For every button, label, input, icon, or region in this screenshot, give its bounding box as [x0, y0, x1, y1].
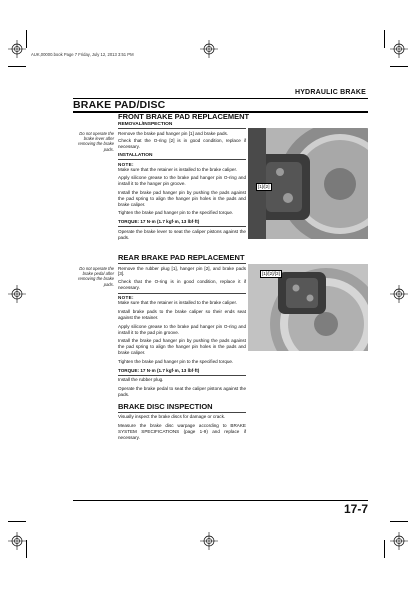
installation-heading: INSTALLATION	[118, 152, 153, 158]
rear-caution-note: Do not operate the brake pedal after removing the brake pads.	[78, 266, 114, 287]
registration-mark-icon	[200, 40, 218, 58]
rear-install-step: Tighten the brake pad hanger pin to the specified torque.	[118, 358, 234, 364]
front-install-step: Install the brake pad hanger pin by pushing the pads against the pad spring to align the hanger pin holes in the pads and brake caliper.	[118, 189, 246, 207]
section-title: HYDRAULIC BRAKE	[294, 89, 366, 96]
note-label: NOTE:	[118, 161, 134, 167]
front-final-step: Operate the brake lever to seat the caliper pistons against the pads.	[118, 228, 246, 240]
front-caution-note: Do not operate the brake lever after removing the brake pads.	[78, 131, 114, 152]
front-removal-step: Check that the O-ring [2] is in good condition, replace if necessary.	[118, 138, 246, 150]
front-caliper-photo	[248, 128, 368, 239]
disc-step: Visually inspect the brake discs for damage or crack.	[118, 414, 226, 420]
front-removal-step: Remove the brake pad hanger pin [1] and brake pads.	[118, 130, 229, 136]
registration-mark-icon	[200, 532, 218, 550]
rear-note-text: Make sure that the retainer is installed to the brake caliper.	[118, 300, 237, 306]
rear-install-step: Apply silicone grease to the brake pad hanger pin O-ring and install it to the pad pin groove.	[118, 323, 246, 335]
rear-after-step: Operate the brake pedal to seat the caliper pistons against the pads.	[118, 385, 246, 397]
divider	[118, 412, 246, 413]
rear-after-step: Install the rubber plug.	[118, 377, 164, 383]
front-install-step: Apply silicone grease to the brake pad hanger pin O-ring and install it to the hanger pin groove.	[118, 175, 246, 187]
front-note-text: Make sure that the retainer is installed to the brake caliper.	[118, 166, 237, 172]
page-title: BRAKE PAD/DISC	[73, 99, 166, 111]
divider	[118, 375, 246, 376]
front-section	[118, 112, 250, 240]
rear-photo-callout: [1]/[2]/[3]	[262, 271, 280, 276]
rear-removal-step: Remove the rubber plug [1], hanger pin [2], and brake pads [3].	[118, 265, 246, 277]
registration-mark-icon	[8, 40, 26, 58]
note-label: NOTE:	[118, 295, 134, 301]
registration-mark-icon	[8, 285, 26, 303]
divider	[73, 500, 368, 501]
rear-heading: REAR BRAKE PAD REPLACEMENT	[118, 253, 245, 262]
registration-mark-icon	[390, 285, 408, 303]
front-photo-callout: [1]/[2]	[258, 184, 270, 189]
file-header: AUK,00000.book Page 7 Friday, July 12, 2013 3:51 PM	[31, 52, 134, 57]
registration-mark-icon	[390, 40, 408, 58]
rear-torque-spec: TORQUE: 17 N·m (1.7 kgf·m, 13 lbf·ft)	[118, 367, 200, 373]
divider	[118, 263, 246, 264]
divider	[118, 293, 246, 294]
rear-removal-step: Check that the O-ring is in good condition, replace it if necessary.	[118, 279, 246, 290]
front-heading: FRONT BRAKE PAD REPLACEMENT	[118, 112, 250, 121]
rear-install-step: Install brake pads to the brake caliper so their ends seat against the retainer.	[118, 309, 246, 320]
divider	[118, 128, 246, 129]
registration-mark-icon	[390, 532, 408, 550]
front-install-step: Tighten the brake pad hanger pin to the specified torque.	[118, 210, 234, 216]
registration-mark-icon	[8, 532, 26, 550]
crop-mark	[8, 521, 26, 522]
crop-mark	[26, 540, 27, 558]
crop-mark	[384, 30, 385, 48]
removal-heading: REMOVAL/INSPECTION	[118, 122, 173, 127]
rear-section	[118, 253, 246, 440]
disc-heading: BRAKE DISC INSPECTION	[118, 401, 213, 411]
crop-mark	[390, 521, 408, 522]
page-number: 17-7	[343, 502, 368, 516]
crop-mark	[384, 540, 385, 558]
front-torque-spec: TORQUE: 17 N·m (1.7 kgf·m, 13 lbf·ft)	[118, 219, 200, 225]
divider	[118, 159, 246, 160]
divider	[118, 226, 246, 227]
crop-mark	[8, 66, 26, 67]
rear-install-step: Install the brake pad hanger pin by pushing the pads against the pad spring to align the hanger pin holes in the pads and brake caliper.	[118, 338, 246, 355]
disc-step: Measure the brake disc warpage according to BRAKE SYSTEM SPECIFICATIONS (page 1-9) and replace if necessary.	[118, 422, 246, 440]
crop-mark	[26, 30, 27, 48]
crop-mark	[390, 66, 408, 67]
rear-caliper-photo	[248, 264, 368, 351]
